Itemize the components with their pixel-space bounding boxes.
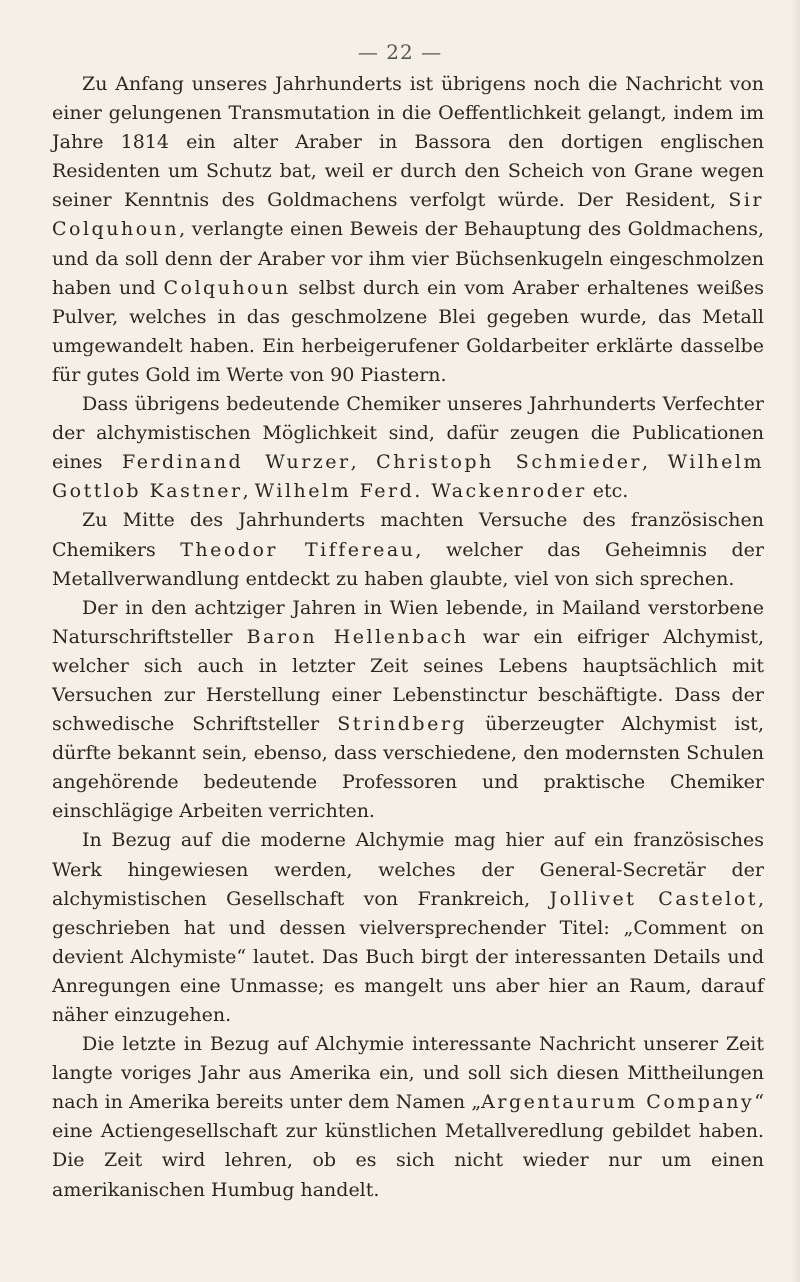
paragraph-3	[52, 506, 764, 593]
spaced-name: Colquhoun	[163, 276, 291, 299]
text-run: Dass übrigens bedeutende Chemiker unseres Jahrhunderts Verfechter der alchymistischen Möglichkeit sind, dafür zeugen die Publicationen eines	[52, 393, 764, 474]
page-number: — 22 —	[357, 40, 443, 64]
body-text	[52, 70, 764, 1205]
spaced-name: Wilhelm Gottlob Kastner	[52, 451, 764, 503]
paragraph-5	[52, 826, 764, 1030]
spaced-name: Ferdinand Wurzer	[122, 451, 351, 474]
text-run: ,	[242, 480, 255, 503]
text-run: selbst durch ein vom Araber erhaltenes weißes Pulver, welches in das geschmolzene Blei gegeben wurde, das Metall umgewandelt haben. Ein herbeigerufener Goldarbeiter erklärte dasselbe für gutes Gold im Werte von 90 Piastern.	[52, 276, 764, 386]
paragraph-2	[52, 390, 764, 506]
text-run: überzeugter Alchymist ist, dürfte bekannt sein, ebenso, dass verschiedene, den modernsten Schulen angehörende bedeutende Professoren und praktische Chemiker einschlägige Arbeiten verrichten.	[52, 713, 764, 823]
text-run: In Bezug auf die moderne Alchymie mag hier auf ein französisches Werk hingewiesen werden, welches der General-Secretär der alchymistischen Gesellschaft von Frankreich,	[52, 829, 764, 910]
text-run: ,	[350, 451, 377, 474]
spaced-name: Theodor Tiffereau	[180, 538, 416, 561]
spaced-name: Sir Colquhoun	[52, 189, 764, 241]
spaced-name: Wilhelm Ferd. Wackenroder	[254, 480, 587, 503]
text-run: Die letzte in Bezug auf Alchymie interessante Nachricht unserer Zeit langte voriges Jahr aus Amerika ein, und soll sich diesen Mittheilungen nach in Amerika bereits unter dem Namen „	[52, 1033, 764, 1114]
text-run: ,	[642, 451, 668, 474]
text-run: war ein eifriger Alchymist, welcher sich auch in letzter Zeit seines Lebens hauptsächlich mit Versuchen zur Herstellung einer Lebenstinctur beschäftigte. Dass der schwedische Schriftsteller	[52, 625, 765, 736]
page-edge-shadow	[790, 0, 800, 1282]
spaced-name: Christoph Schmieder	[376, 451, 643, 474]
text-run: Der in den achtziger Jahren in Wien lebende, in Mailand verstorbene Naturschriftsteller	[52, 596, 764, 648]
text-run: , geschrieben hat und dessen vielversprechender Titel: „Comment on devient Alchymiste“ lautet. Das Buch birgt der interessanten Details und Anregungen eine Unmasse; es mangelt uns aber hier an Raum, darauf näher einzugehen.	[52, 887, 764, 1026]
text-run: Zu Mitte des Jahrhunderts machten Versuche des französischen Chemikers	[52, 509, 764, 561]
text-run: , verlangte einen Beweis der Behauptung des Goldmachens, und da soll denn der Araber vor ihm vier Büchsenkugeln eingeschmolzen haben und	[52, 218, 764, 299]
spaced-name: Jollivet Castelot	[549, 887, 758, 910]
text-run: , welcher das Geheimnis der Metallverwandlung entdeckt zu haben glaubte, viel von sich sprechen.	[52, 538, 765, 590]
text-run: etc.	[586, 480, 629, 503]
spaced-name: Argentaurum Company	[481, 1091, 755, 1114]
text-run: “ eine Actiengesellschaft zur künstlichen Metallveredlung gebildet haben. Die Zeit wird lehren, ob es sich nicht wieder nur um einen amerikanischen Humbug handelt.	[52, 1091, 764, 1201]
spaced-name: Strindberg	[337, 713, 468, 736]
text-run: Zu Anfang unseres Jahrhunderts ist übrigens noch die Nachricht von einer gelungenen Transmutation in die Oeffentlichkeit gelangt, indem im Jahre 1814 ein alter Araber in Bassora den dortigen englischen Residenten um Schutz bat, weil er durch den Scheich von Grane wegen seiner Kenntnis des Goldmachens verfolgt würde. Der Resident,	[52, 73, 764, 212]
paragraph-4	[52, 594, 764, 827]
spaced-name: Baron Hellenbach	[246, 625, 469, 648]
paragraph-1	[52, 70, 764, 390]
paragraph-6	[52, 1030, 764, 1205]
